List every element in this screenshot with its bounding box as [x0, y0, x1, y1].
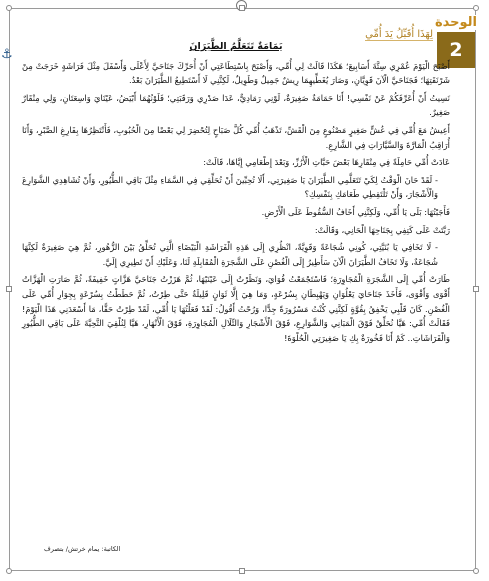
resize-handle-bottom-right[interactable] — [473, 568, 479, 574]
resize-handle-top-right[interactable] — [473, 5, 479, 11]
anchor-icon[interactable]: ⚓ — [1, 47, 13, 62]
story-paragraph: نَسِيتُ أَنْ أُعَرِّفَكُمْ عَنْ نَفْسِي! أَنَا حَمَامَةٌ صَغِيرَةٌ، لَوْنِي رَمَادِيٌّ، عَدَا صَدْرِي وَرَقَبَتِي؛ فَلَوْنُهُمَا أَبْيَضُ، عَيْنَايَ وَاسِعَتَانِ، وَلِي مِنْقَارٌ صَغِيرٌ. — [22, 92, 450, 118]
story-body — [22, 40, 450, 348]
unit-subtitle: لِهَذَا أُقَبِّلُ يَدَ أُمِّي — [365, 29, 433, 40]
story-paragraph: أَعِيشُ مَعَ أُمِّي فِي عُشٍّ صَغِيرٍ مَصْنُوعٍ مِنَ الْقَشِّ، تَذْهَبُ أُمِّي كُلَّ صَبَاحٍ لِتُحْضِرَ لِي بَعْضًا مِنَ الْحُبُوبِ، فَأَنْتَظِرُهَا بِفَارِغِ الصَّبْرِ، وَأَنَا أُرَاقِبُ الْمَارَّةَ وَالسَّيَّارَاتِ فِي الشَّارِعِ. — [22, 124, 450, 150]
resize-handle-left[interactable] — [6, 286, 12, 292]
story-paragraph: أَصْبَحَ الْيَوْمَ عُمْرِي سِتَّةَ أَسَابِيعَ؛ هَكَذَا قَالَتْ لِي أُمِّي، وَأَصْبَحَ بِاسْتِطَاعَتِي أَنْ أُحَرِّكَ جَنَاحَيَّ لِأَعْلَى وَأَسْفَلَ مِثْلَ فَرَاشَةٍ خَرَجَتْ مِنْ شَرْنَقَتِهَا؛ فَجَنَاحَيَّ الْآنَ قَوِيَّانِ، وَصَارَ يُغَطِّيهِمَا رِيشٌ جَمِيلٌ وَطَوِيلٌ، لَكِنَّنِي لَا أَسْتَطِيعُ الطَّيَرَانَ بَعْدُ. — [22, 60, 450, 86]
resize-handle-right[interactable] — [473, 286, 479, 292]
story-dialogue: - لَا تَخَافِي يَا بُنَيَّتِي، كُونِي شُجَاعَةً وَقَوِيَّةً، انْظُرِي إِلَى هَذِهِ الْفَرَاشَةِ الْبَيْضَاءِ الَّتِي تُحَلِّقُ بَيْنَ الزُّهُورِ، ثُمَّ هِيَ صَغِيرَةٌ لَكِنَّهَا شُجَاعَةٌ، وَلَا تَخَافُ الطَّيَرَانَ الْآنَ سَأَطِيرُ إِلَى الْغُصْنِ عَلَى الشَّجَرَةِ الْمُقَابِلَةِ لَنَا، وَعَلَيْكِ أَنْ تَطِيرِي إِلَيَّ. — [22, 242, 438, 267]
author-credit: الكاتبة: يمام خرتش/ بتصرف — [44, 545, 121, 553]
unit-label: الوحدة — [434, 15, 477, 30]
story-title: يَمَامَةٌ تَتَعَلَّمُ الطَّيَرَانَ — [189, 41, 283, 52]
resize-handle-bottom-left[interactable] — [6, 568, 12, 574]
story-paragraph: عَادَتْ أُمِّي حَامِلَةً فِي مِنْقَارِهَا بَعْضَ حَبَّاتِ الْأَرُزِّ، وَبَعْدَ إِطْعَامِي إِيَّاهَا، قَالَتْ: — [203, 157, 450, 168]
story-dialogue: - لَقَدْ حَانَ الْوَقْتُ لِكَيْ تَتَعَلَّمِي الطَّيَرَانَ يَا صَغِيرَتِي، أَلَا تُحِبِّينَ أَنْ تُحَلِّقِي فِي السَّمَاءِ مِثْلَ بَاقِي الطُّيُورِ، وَأَنْ تُشَاهِدِي الشَّوَارِعَ وَالْأَشْجَارَ، وَأَنْ تَلْتَقِطِي طَعَامَكِ بِنَفْسِكِ؟ — [22, 174, 438, 200]
resize-handle-top[interactable] — [239, 5, 245, 11]
story-paragraph: رَبَّتَتْ عَلَى كَتِفِي بِجَنَاحِهَا الْحَانِي، وَقَالَتْ: — [314, 224, 450, 235]
resize-handle-top-left[interactable] — [6, 5, 12, 11]
story-paragraph: طَارَتْ أُمِّي إِلَى الشَّجَرَةِ الْمُجَاوِرَةِ؛ فَاسْتَجْمَعْتُ قُوَايَ، وَنَظَرْتُ إِلَى عَيْنَيْهَا، ثُمَّ هَزَزْتُ جَنَاحَيَّ هَزَّاتٍ خَفِيفَةً، ثُمَّ صَارَتِ الْهَزَّاتُ أَقْوَى وَأَقْوَى، فَأَخَذَ جَنَاحَايَ يَعْلُوَانِ وَيَهْبِطَانِ بِسُرْعَةٍ، وَمَا هِيَ إِلَّا ثَوَانٍ قَلِيلَةٌ حَتَّى طِرْتُ، ثُمَّ حَطَطْتُ بِسُرْعَةٍ بِجِوَارِ أُمِّي عَلَى الْغُصْنِ. كَانَ قَلْبِي يَخْفِقُ بِقُوَّةٍ لَكِنَّنِي كُنْتُ مَسْرُورَةً جِدًّا، وَرُحْتُ أَقُولُ: لَقَدْ فَعَلْتُهَا يَا أُمِّي، لَقَدْ طِرْتُ حَقًّا، مَا أَسْعَدَنِي هَذَا الْيَوْمَ! فَقَالَتْ أُمِّي: هَيَّا نُحَلِّقْ فَوْقَ الْمَبَانِي وَالشَّوَارِعِ، فَوْقَ الْأَشْجَارِ وَالتِّلَالِ الْمُجَاوِرَةِ، فَوْقَ الْأَنْهَارِ، هَيَّا لِنُلْقِيَ التَّحِيَّةَ عَلَى بَاقِي الطُّيُورِ وَالْفَرَاشَاتِ.. كَمْ أَنَا فَخُورَةٌ بِكِ يَا صَغِيرَتِي الْحُلْوَةَ! — [22, 274, 450, 343]
unit-number-badge: 2 — [437, 32, 475, 68]
resize-handle-bottom[interactable] — [239, 568, 245, 574]
story-paragraph: فَأَجَبْتُهَا: بَلَى يَا أُمِّي، وَلَكِنَّنِي أَخَافُ السُّقُوطَ عَلَى الْأَرْضِ. — [261, 206, 450, 217]
